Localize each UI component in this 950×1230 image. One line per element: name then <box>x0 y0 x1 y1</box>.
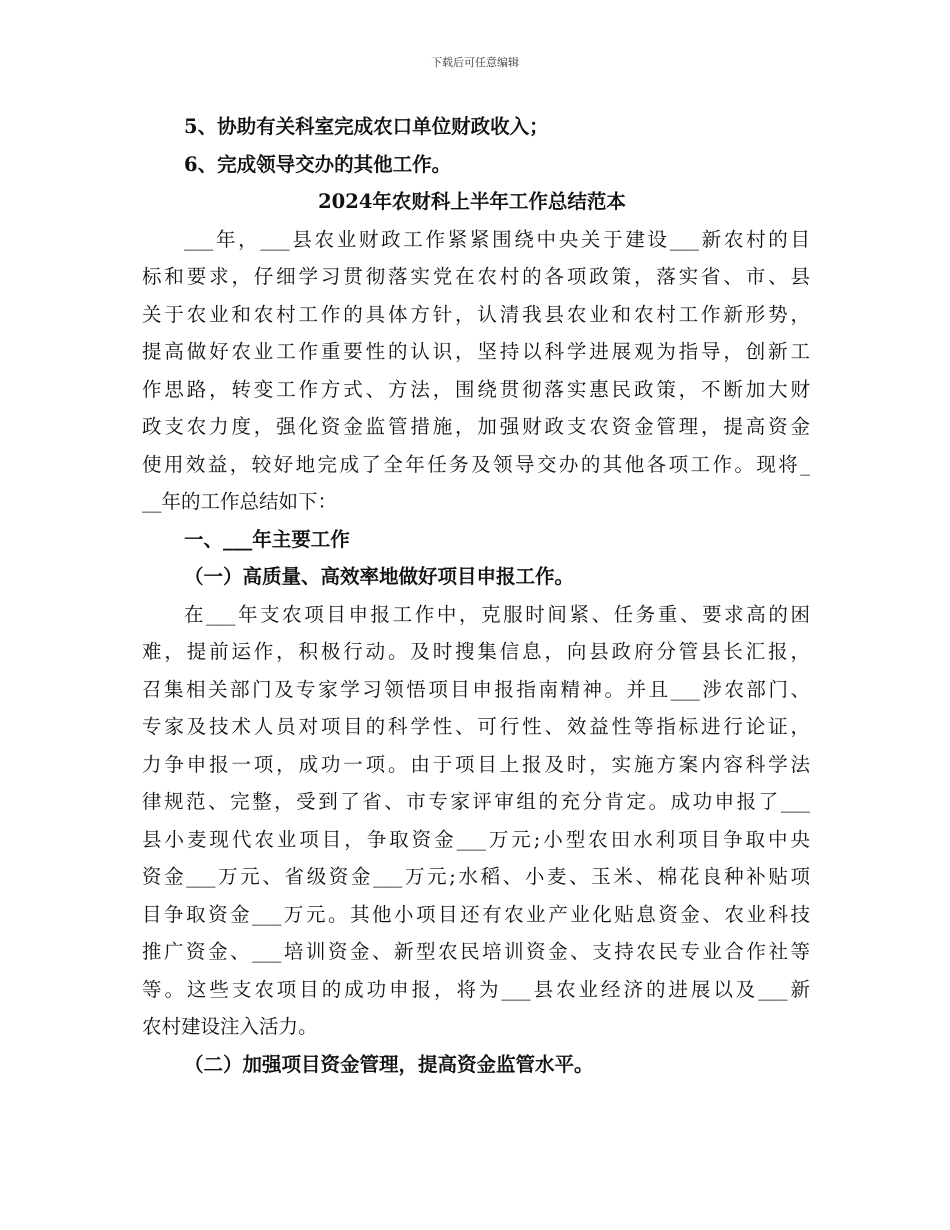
section-heading: 一、___年主要工作 <box>184 527 350 551</box>
paragraph-line: 难，提前运作，积极行动。及时搜集信息，向县政府分管县长汇报， <box>142 640 810 663</box>
paragraph-line: 在___年支农项目申报工作中，克服时间紧、任务重、要求高的困 <box>184 602 810 626</box>
list-item-5: 5、协助有关科室完成农口单位财政收入； <box>184 115 549 138</box>
paragraph-line: 力争申报一项，成功一项。由于项目上报及时，实施方案内容科学法 <box>142 752 810 776</box>
paragraph-line: 农村建设注入活力。 <box>142 1015 318 1038</box>
paragraph-line: 标和要求，仔细学习贯彻落实党在农村的各项政策，落实省、市、县 <box>142 265 810 288</box>
subsection-heading: （一）高质量、高效率地做好项目申报工作。 <box>184 565 575 588</box>
list-item-6: 6、完成领导交办的其他工作。 <box>184 152 452 176</box>
paragraph-line: 使用效益，较好地完成了全年任务及领导交办的其他各项工作。现将_ <box>142 452 810 476</box>
paragraph-line: 律规范、完整，受到了省、市专家评审组的充分肯定。成功申报了___ <box>142 790 810 813</box>
paragraph-line: 县小麦现代农业项目，争取资金___万元;小型农田水利项目争取中央 <box>142 827 810 851</box>
subsection-heading: （二）加强项目资金管理，提高资金监管水平。 <box>184 1052 594 1076</box>
paragraph-line: 目争取资金___万元。其他小项目还有农业产业化贴息资金、农业科技 <box>142 902 810 926</box>
paragraph-line: 提高做好农业工作重要性的认识，坚持以科学进展观为指导，创新工 <box>142 340 810 363</box>
paragraph-line: 关于农业和农村工作的具体方针，认清我县农业和农村工作新形势， <box>142 302 810 326</box>
page-header: 下载后可任意编辑 <box>431 56 519 69</box>
document-title: 2024年农财科上半年工作总结范本 <box>318 190 626 213</box>
document-body <box>142 108 810 1083</box>
paragraph-line: 推广资金、___培训资金、新型农民培训资金、支持农民专业合作社等 <box>142 940 810 963</box>
paragraph-line: 召集相关部门及专家学习领悟项目申报指南精神。并且___涉农部门、 <box>142 677 810 701</box>
paragraph-line: 专家及技术人员对项目的科学性、可行性、效益性等指标进行论证， <box>142 715 810 738</box>
paragraph-line: 资金___万元、省级资金___万元;水稻、小麦、玉米、棉花良种补贴项 <box>142 865 810 888</box>
paragraph-line: 等。这些支农项目的成功申报，将为___县农业经济的进展以及___新 <box>142 977 810 1001</box>
paragraph-line: 作思路，转变工作方式、方法，围绕贯彻落实惠民政策，不断加大财 <box>142 377 810 401</box>
paragraph-line: __年的工作总结如下： <box>142 490 338 513</box>
paragraph-line: 政支农力度，强化资金监管措施，加强财政支农资金管理，提高资金 <box>142 415 810 438</box>
paragraph-line: ___年，___县农业财政工作紧紧围绕中央关于建设___新农村的目 <box>184 227 810 251</box>
